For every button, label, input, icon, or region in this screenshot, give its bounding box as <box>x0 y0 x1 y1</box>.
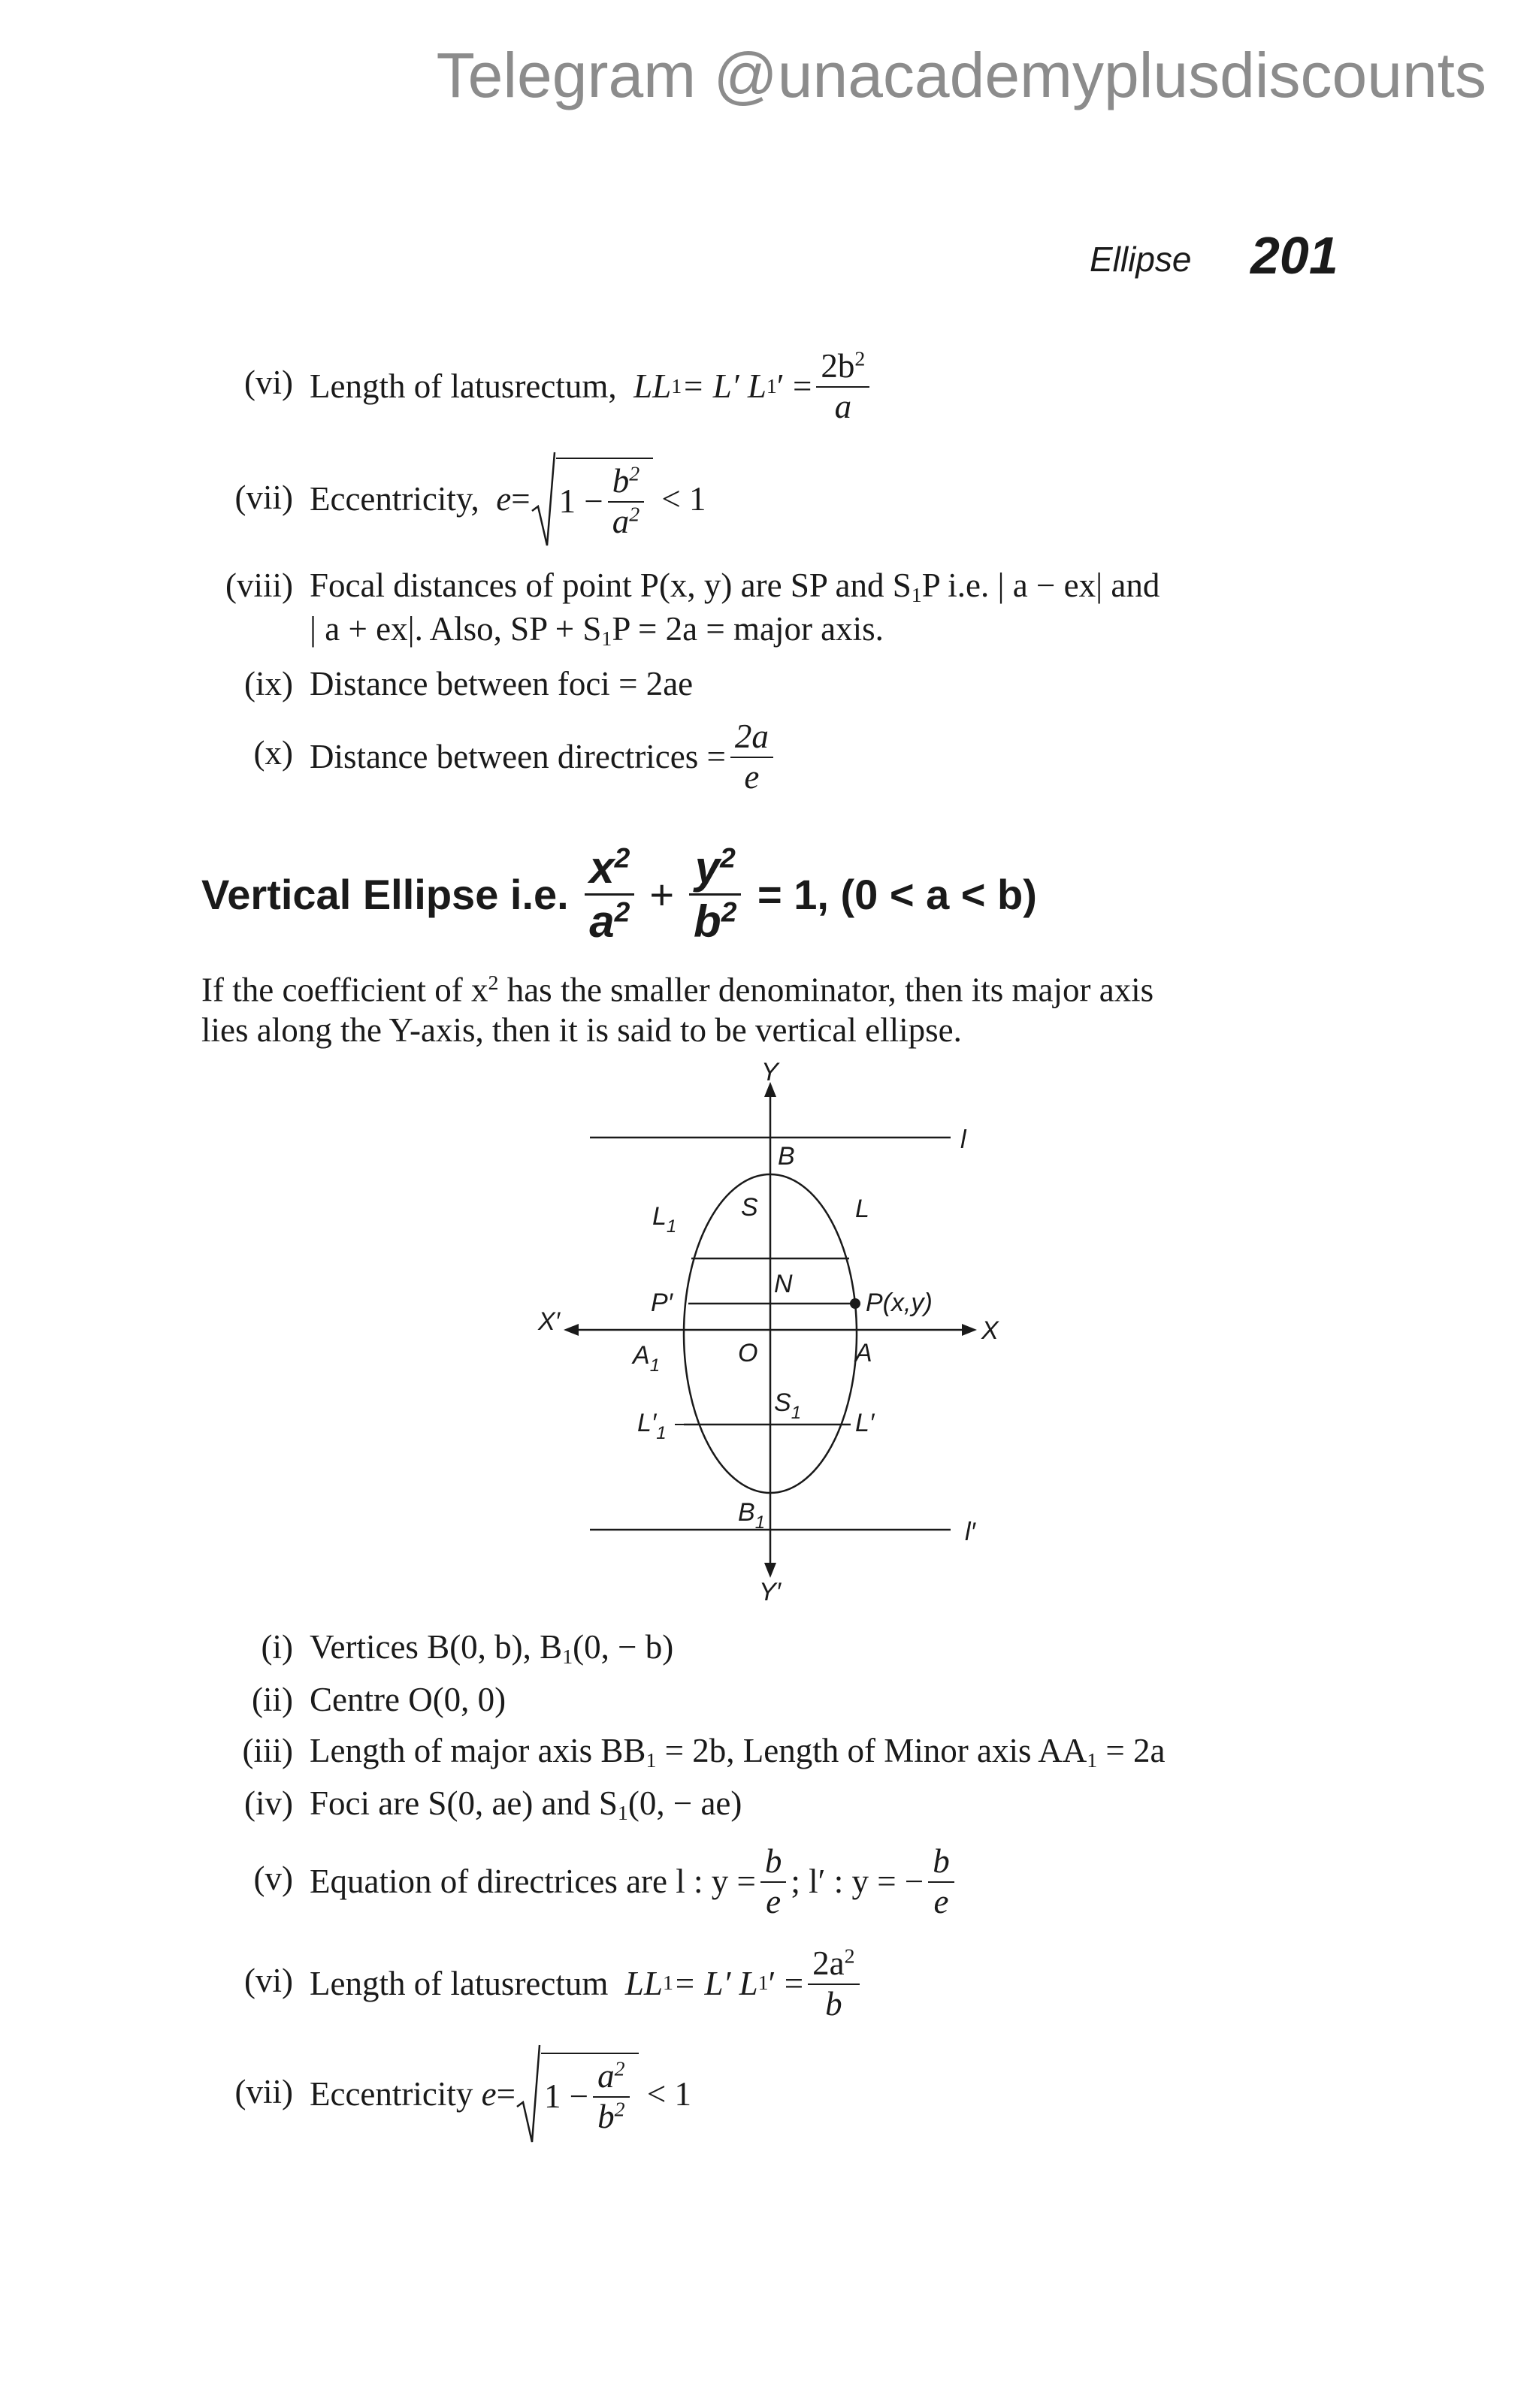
label-L-prime: L′ <box>855 1409 875 1437</box>
superscript: 2 <box>854 347 866 371</box>
item-text: Eccentricity, <box>310 480 479 518</box>
equals-sign: = <box>496 2074 516 2113</box>
watermark: Telegram @unacademyplusdiscounts <box>436 40 1486 110</box>
denominator: e <box>744 758 760 796</box>
label-l-prime: l′ <box>965 1518 975 1546</box>
label-s1-sub: 1 <box>791 1403 802 1423</box>
fraction <box>816 347 869 427</box>
item-text: Distance between directrices = <box>310 738 726 776</box>
item-text: Length of major axis BB <box>310 1732 646 1769</box>
fraction <box>808 1944 859 2024</box>
formula-mid: = L′ L <box>682 367 766 406</box>
item-text: Vertices B(0, b), B <box>310 1628 563 1666</box>
item-text: Eccentricity <box>310 2074 473 2113</box>
paragraph-line1 <box>201 963 1351 1010</box>
subscript: 1 <box>911 583 922 607</box>
heading-tail: = 1, (0 < a < b) <box>757 870 1037 918</box>
subscript: 1 <box>671 374 682 398</box>
label-a1 <box>631 1341 660 1376</box>
item-i-vertices <box>188 1629 1315 1674</box>
item-v-directrices <box>188 1833 1315 1931</box>
heading-text: Vertical Ellipse i.e. <box>201 870 569 918</box>
label-x: X <box>981 1316 999 1345</box>
square-root <box>531 451 654 548</box>
fraction <box>608 462 644 542</box>
label-b1 <box>738 1498 765 1533</box>
item-ii-centre <box>188 1681 1315 1727</box>
item-vii-eccentricity-vertical <box>188 2044 1315 2145</box>
formula-mid: = L′ L <box>673 1964 758 2002</box>
radicand-text: 1 − <box>544 2077 589 2115</box>
superscript: 2 <box>488 971 499 995</box>
label-L: L <box>855 1195 869 1223</box>
superscript: 2 <box>844 1944 855 1968</box>
denominator: a <box>834 388 852 425</box>
label-a1-sub: 1 <box>649 1355 661 1376</box>
item-text: Distance between foci = 2ae <box>310 665 694 702</box>
numerator: b <box>760 1842 787 1883</box>
item-number: (v) <box>253 1860 293 1897</box>
item-viii-focal-distances <box>188 567 1353 657</box>
numerator: 2a <box>812 1944 845 1982</box>
denominator: b <box>694 896 721 947</box>
label-L1-main: L <box>652 1202 667 1231</box>
numerator: b <box>928 1842 954 1883</box>
superscript: 2 <box>614 896 630 928</box>
label-s: S <box>741 1193 758 1222</box>
item-ix-foci-distance <box>188 666 1315 711</box>
page-number: 201 <box>1250 226 1338 285</box>
denominator: a <box>612 503 630 540</box>
superscript: 2 <box>720 841 736 874</box>
superscript: 2 <box>614 2098 625 2122</box>
item-text-line2-tail: P = 2a = major axis. <box>612 610 884 648</box>
label-p: P(x,y) <box>866 1289 933 1317</box>
item-iii-axes-length <box>188 1733 1353 1778</box>
label-a1-main: A <box>633 1341 650 1370</box>
vertical-ellipse-diagram <box>538 1058 1022 1606</box>
item-number: (iv) <box>244 1784 293 1822</box>
item-number: (vii) <box>234 479 293 516</box>
formula-lhs: e <box>481 2074 497 2113</box>
item-text-line2: | a + ex|. Also, SP + S <box>310 610 602 648</box>
numerator: 2b <box>821 347 855 385</box>
paragraph-text: If the coefficient of x <box>201 971 488 1009</box>
label-n: N <box>774 1270 793 1298</box>
item-vii-eccentricity <box>188 451 1315 548</box>
item-number: (x) <box>253 734 293 772</box>
denominator: b <box>825 1984 842 2023</box>
label-b: B <box>778 1142 795 1171</box>
heading-fraction-y <box>689 841 741 947</box>
label-y: Y <box>761 1058 779 1086</box>
fraction <box>730 718 773 797</box>
point-p-icon <box>850 1298 860 1309</box>
radical-sign-icon <box>516 2044 541 2145</box>
label-b1-main: B <box>738 1498 755 1527</box>
subscript: 1 <box>646 1748 657 1772</box>
item-text: Foci are S(0, ae) and S <box>310 1784 618 1822</box>
label-l: l <box>960 1125 966 1154</box>
plus-sign: + <box>649 870 675 918</box>
label-y-prime: Y′ <box>759 1578 782 1606</box>
numerator: y <box>694 841 721 893</box>
formula-tail: ′ = <box>768 1964 804 2002</box>
numerator: b <box>612 462 630 500</box>
item-number: (i) <box>261 1628 293 1666</box>
running-head-title: Ellipse <box>1090 240 1192 279</box>
item-number: (ii) <box>252 1681 293 1718</box>
x-axis-arrow-icon <box>962 1324 977 1336</box>
item-number: (ix) <box>244 665 293 702</box>
paragraph-line2: lies along the Y-axis, then it is said to be vertical ellipse. <box>201 1011 962 1050</box>
subscript: 1 <box>757 1971 769 1996</box>
label-x-prime: X′ <box>538 1307 561 1336</box>
item-text: Centre O(0, 0) <box>310 1681 506 1718</box>
subscript: 1 <box>766 374 777 398</box>
item-number: (vi) <box>244 1962 293 1999</box>
square-root <box>516 2044 639 2145</box>
numerator: a <box>597 2056 615 2095</box>
item-text-line1-tail: P i.e. | a − ex| and <box>921 566 1160 604</box>
superscript: 2 <box>614 841 630 874</box>
fraction <box>593 2057 629 2137</box>
item-text: = 2b, Length of Minor axis AA <box>656 1732 1087 1769</box>
label-L1-prime-sub: 1 <box>656 1423 667 1443</box>
label-L1-prime <box>637 1409 667 1443</box>
formula-tail: ′ = <box>776 367 812 406</box>
fraction <box>760 1842 787 1922</box>
formula-lhs: LL <box>633 367 672 406</box>
item-text: Length of latusrectum <box>310 1964 609 2002</box>
label-s1-main: S <box>774 1388 791 1417</box>
denominator: e <box>933 1883 949 1920</box>
item-text-line1: Focal distances of point P(x, y) are SP and S <box>310 566 912 604</box>
denominator: e <box>766 1883 782 1920</box>
superscript: 2 <box>614 2057 625 2081</box>
item-x-directrices-distance <box>188 712 1315 802</box>
item-text: (0, − b) <box>573 1628 674 1666</box>
item-vi-latusrectum-vertical <box>188 1937 1315 2031</box>
label-L1 <box>652 1202 676 1237</box>
fraction <box>928 1842 954 1922</box>
section-heading <box>201 834 1037 954</box>
label-L1-prime-main: L′ <box>637 1409 657 1437</box>
denominator: b <box>597 2097 615 2135</box>
label-s1 <box>774 1388 801 1423</box>
superscript: 2 <box>629 462 640 486</box>
denominator: a <box>589 896 615 947</box>
superscript: 2 <box>629 503 640 527</box>
item-text: = 2a <box>1097 1732 1166 1769</box>
label-b1-sub: 1 <box>754 1512 766 1533</box>
subscript: 1 <box>601 627 612 651</box>
subscript: 1 <box>662 1971 673 1996</box>
label-a: A <box>855 1339 872 1367</box>
item-text: (0, − ae) <box>627 1784 742 1822</box>
formula-lhs: LL <box>624 1964 663 2002</box>
intro-paragraph <box>201 963 1351 1050</box>
item-text: ; l′ : y = − <box>791 1863 924 1901</box>
item-number: (vi) <box>244 364 293 401</box>
heading-fraction-x <box>585 841 634 947</box>
label-o: O <box>738 1339 758 1367</box>
label-p-prime: P′ <box>651 1289 673 1317</box>
superscript: 2 <box>721 896 737 928</box>
equals-sign: = <box>511 480 531 518</box>
item-iv-foci <box>188 1785 1315 1830</box>
item-text: Length of latusrectum, <box>310 367 617 406</box>
subscript: 1 <box>1087 1748 1098 1772</box>
formula-tail: < 1 <box>661 480 706 518</box>
radicand-text: 1 − <box>558 482 603 521</box>
item-number: (viii) <box>225 566 293 604</box>
item-vi-latusrectum <box>188 342 1315 432</box>
subscript: 1 <box>617 1801 628 1825</box>
subscript: 1 <box>562 1645 573 1669</box>
numerator: 2a <box>730 718 773 758</box>
item-number: (iii) <box>242 1732 293 1769</box>
numerator: x <box>589 841 615 893</box>
item-number: (vii) <box>234 2073 293 2110</box>
y-axis-neg-arrow-icon <box>764 1563 776 1578</box>
formula-tail: < 1 <box>646 2074 691 2113</box>
radical-sign-icon <box>531 451 556 548</box>
label-L1-sub: 1 <box>666 1216 677 1237</box>
x-axis-neg-arrow-icon <box>564 1324 579 1336</box>
formula-lhs: e <box>496 480 512 518</box>
item-text: Equation of directrices are l : y = <box>310 1863 756 1901</box>
paragraph-text: has the smaller denominator, then its major axis <box>498 971 1154 1009</box>
